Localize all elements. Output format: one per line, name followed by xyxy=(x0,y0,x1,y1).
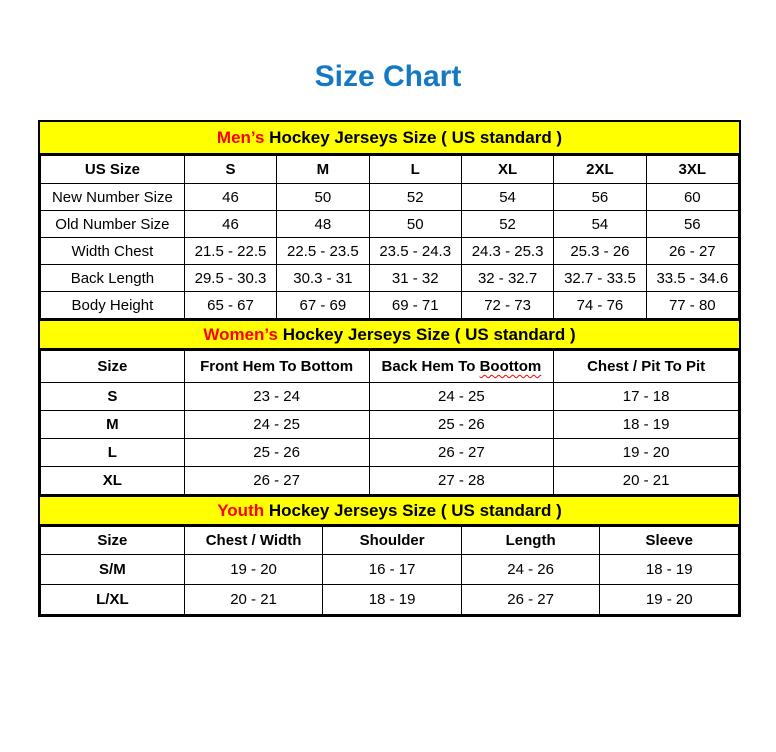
youth-table xyxy=(40,526,739,615)
table-row xyxy=(41,265,739,292)
data-cell: 46 xyxy=(184,211,276,238)
data-cell: 26 - 27 xyxy=(369,439,554,467)
data-cell: 19 - 20 xyxy=(554,439,739,467)
womens-table xyxy=(40,350,739,495)
table-row xyxy=(41,383,739,411)
heading-text: Hockey Jerseys Size ( US standard ) xyxy=(264,500,562,520)
column-header: Size xyxy=(41,351,185,383)
row-label: L/XL xyxy=(41,585,185,615)
table-row xyxy=(41,555,739,585)
column-header: 2XL xyxy=(554,156,646,184)
data-cell: 52 xyxy=(369,184,461,211)
section-mens xyxy=(40,122,739,319)
data-cell: 24 - 26 xyxy=(461,555,600,585)
data-cell: 25 - 26 xyxy=(369,411,554,439)
table-row xyxy=(41,411,739,439)
data-cell: 23.5 - 24.3 xyxy=(369,238,461,265)
heading-accent: Youth xyxy=(217,500,265,520)
data-cell: 46 xyxy=(184,184,276,211)
size-chart-page xyxy=(0,60,776,617)
data-cell: 65 - 67 xyxy=(184,292,276,319)
data-cell: 16 - 17 xyxy=(323,555,462,585)
data-cell: 32 - 32.7 xyxy=(461,265,553,292)
data-cell: 56 xyxy=(554,184,646,211)
data-cell: 60 xyxy=(646,184,738,211)
data-cell: 19 - 20 xyxy=(600,585,739,615)
column-header: 3XL xyxy=(646,156,738,184)
row-label: XL xyxy=(41,467,185,495)
data-cell: 26 - 27 xyxy=(646,238,738,265)
data-cell: 54 xyxy=(461,184,553,211)
column-header: Front Hem To Bottom xyxy=(184,351,369,383)
mens-section-heading xyxy=(40,122,739,155)
data-cell: 33.5 - 34.6 xyxy=(646,265,738,292)
data-cell: 19 - 20 xyxy=(184,555,323,585)
mens-table xyxy=(40,155,739,319)
data-cell: 20 - 21 xyxy=(184,585,323,615)
data-cell: 26 - 27 xyxy=(184,467,369,495)
row-label: L xyxy=(41,439,185,467)
heading-accent: Men’s xyxy=(216,127,265,147)
table-row xyxy=(41,184,739,211)
column-header: S xyxy=(184,156,276,184)
data-cell: 24.3 - 25.3 xyxy=(461,238,553,265)
column-header: Size xyxy=(41,527,185,555)
heading-text: Hockey Jerseys Size ( US standard ) xyxy=(277,324,576,344)
size-chart xyxy=(38,120,741,617)
data-cell: 67 - 69 xyxy=(277,292,369,319)
row-label: Back Length xyxy=(41,265,185,292)
row-label: Body Height xyxy=(41,292,185,319)
column-header: US Size xyxy=(41,156,185,184)
row-label: Width Chest xyxy=(41,238,185,265)
data-cell: 27 - 28 xyxy=(369,467,554,495)
data-cell: 29.5 - 30.3 xyxy=(184,265,276,292)
data-cell: 52 xyxy=(461,211,553,238)
data-cell: 69 - 71 xyxy=(369,292,461,319)
table-row xyxy=(41,467,739,495)
data-cell: 18 - 19 xyxy=(323,585,462,615)
data-cell: 23 - 24 xyxy=(184,383,369,411)
column-header: M xyxy=(277,156,369,184)
section-youth xyxy=(40,495,739,615)
data-cell: 72 - 73 xyxy=(461,292,553,319)
data-cell: 31 - 32 xyxy=(369,265,461,292)
column-header: Shoulder xyxy=(323,527,462,555)
section-womens xyxy=(40,319,739,495)
row-label: Old Number Size xyxy=(41,211,185,238)
row-label: S xyxy=(41,383,185,411)
data-cell: 25.3 - 26 xyxy=(554,238,646,265)
misspelled-word: Boottom xyxy=(479,358,542,375)
data-cell: 54 xyxy=(554,211,646,238)
column-header: XL xyxy=(461,156,553,184)
header-row xyxy=(41,527,739,555)
data-cell: 18 - 19 xyxy=(554,411,739,439)
row-label: M xyxy=(41,411,185,439)
data-cell: 50 xyxy=(369,211,461,238)
column-header: Sleeve xyxy=(600,527,739,555)
data-cell: 77 - 80 xyxy=(646,292,738,319)
data-cell: 21.5 - 22.5 xyxy=(184,238,276,265)
column-header: Chest / Width xyxy=(184,527,323,555)
data-cell: 30.3 - 31 xyxy=(277,265,369,292)
data-cell: 25 - 26 xyxy=(184,439,369,467)
header-row xyxy=(41,156,739,184)
table-row xyxy=(41,238,739,265)
data-cell: 24 - 25 xyxy=(369,383,554,411)
row-label: S/M xyxy=(41,555,185,585)
table-row xyxy=(41,211,739,238)
data-cell: 22.5 - 23.5 xyxy=(277,238,369,265)
table-row xyxy=(41,585,739,615)
data-cell: 17 - 18 xyxy=(554,383,739,411)
data-cell: 48 xyxy=(277,211,369,238)
data-cell: 18 - 19 xyxy=(600,555,739,585)
row-label: New Number Size xyxy=(41,184,185,211)
data-cell: 24 - 25 xyxy=(184,411,369,439)
heading-text: Hockey Jerseys Size ( US standard ) xyxy=(264,127,563,147)
heading-accent: Women’s xyxy=(203,324,278,344)
column-header: L xyxy=(369,156,461,184)
data-cell: 56 xyxy=(646,211,738,238)
womens-section-heading xyxy=(40,319,739,350)
table-row xyxy=(41,439,739,467)
header-row xyxy=(41,351,739,383)
youth-section-heading xyxy=(40,495,739,526)
data-cell: 20 - 21 xyxy=(554,467,739,495)
table-row xyxy=(41,292,739,319)
data-cell: 32.7 - 33.5 xyxy=(554,265,646,292)
data-cell: 26 - 27 xyxy=(461,585,600,615)
data-cell: 74 - 76 xyxy=(554,292,646,319)
column-header: Length xyxy=(461,527,600,555)
page-title: Size Chart xyxy=(314,60,462,93)
column-header: Back Hem To Boottom xyxy=(369,351,554,383)
data-cell: 50 xyxy=(277,184,369,211)
column-header: Chest / Pit To Pit xyxy=(554,351,739,383)
